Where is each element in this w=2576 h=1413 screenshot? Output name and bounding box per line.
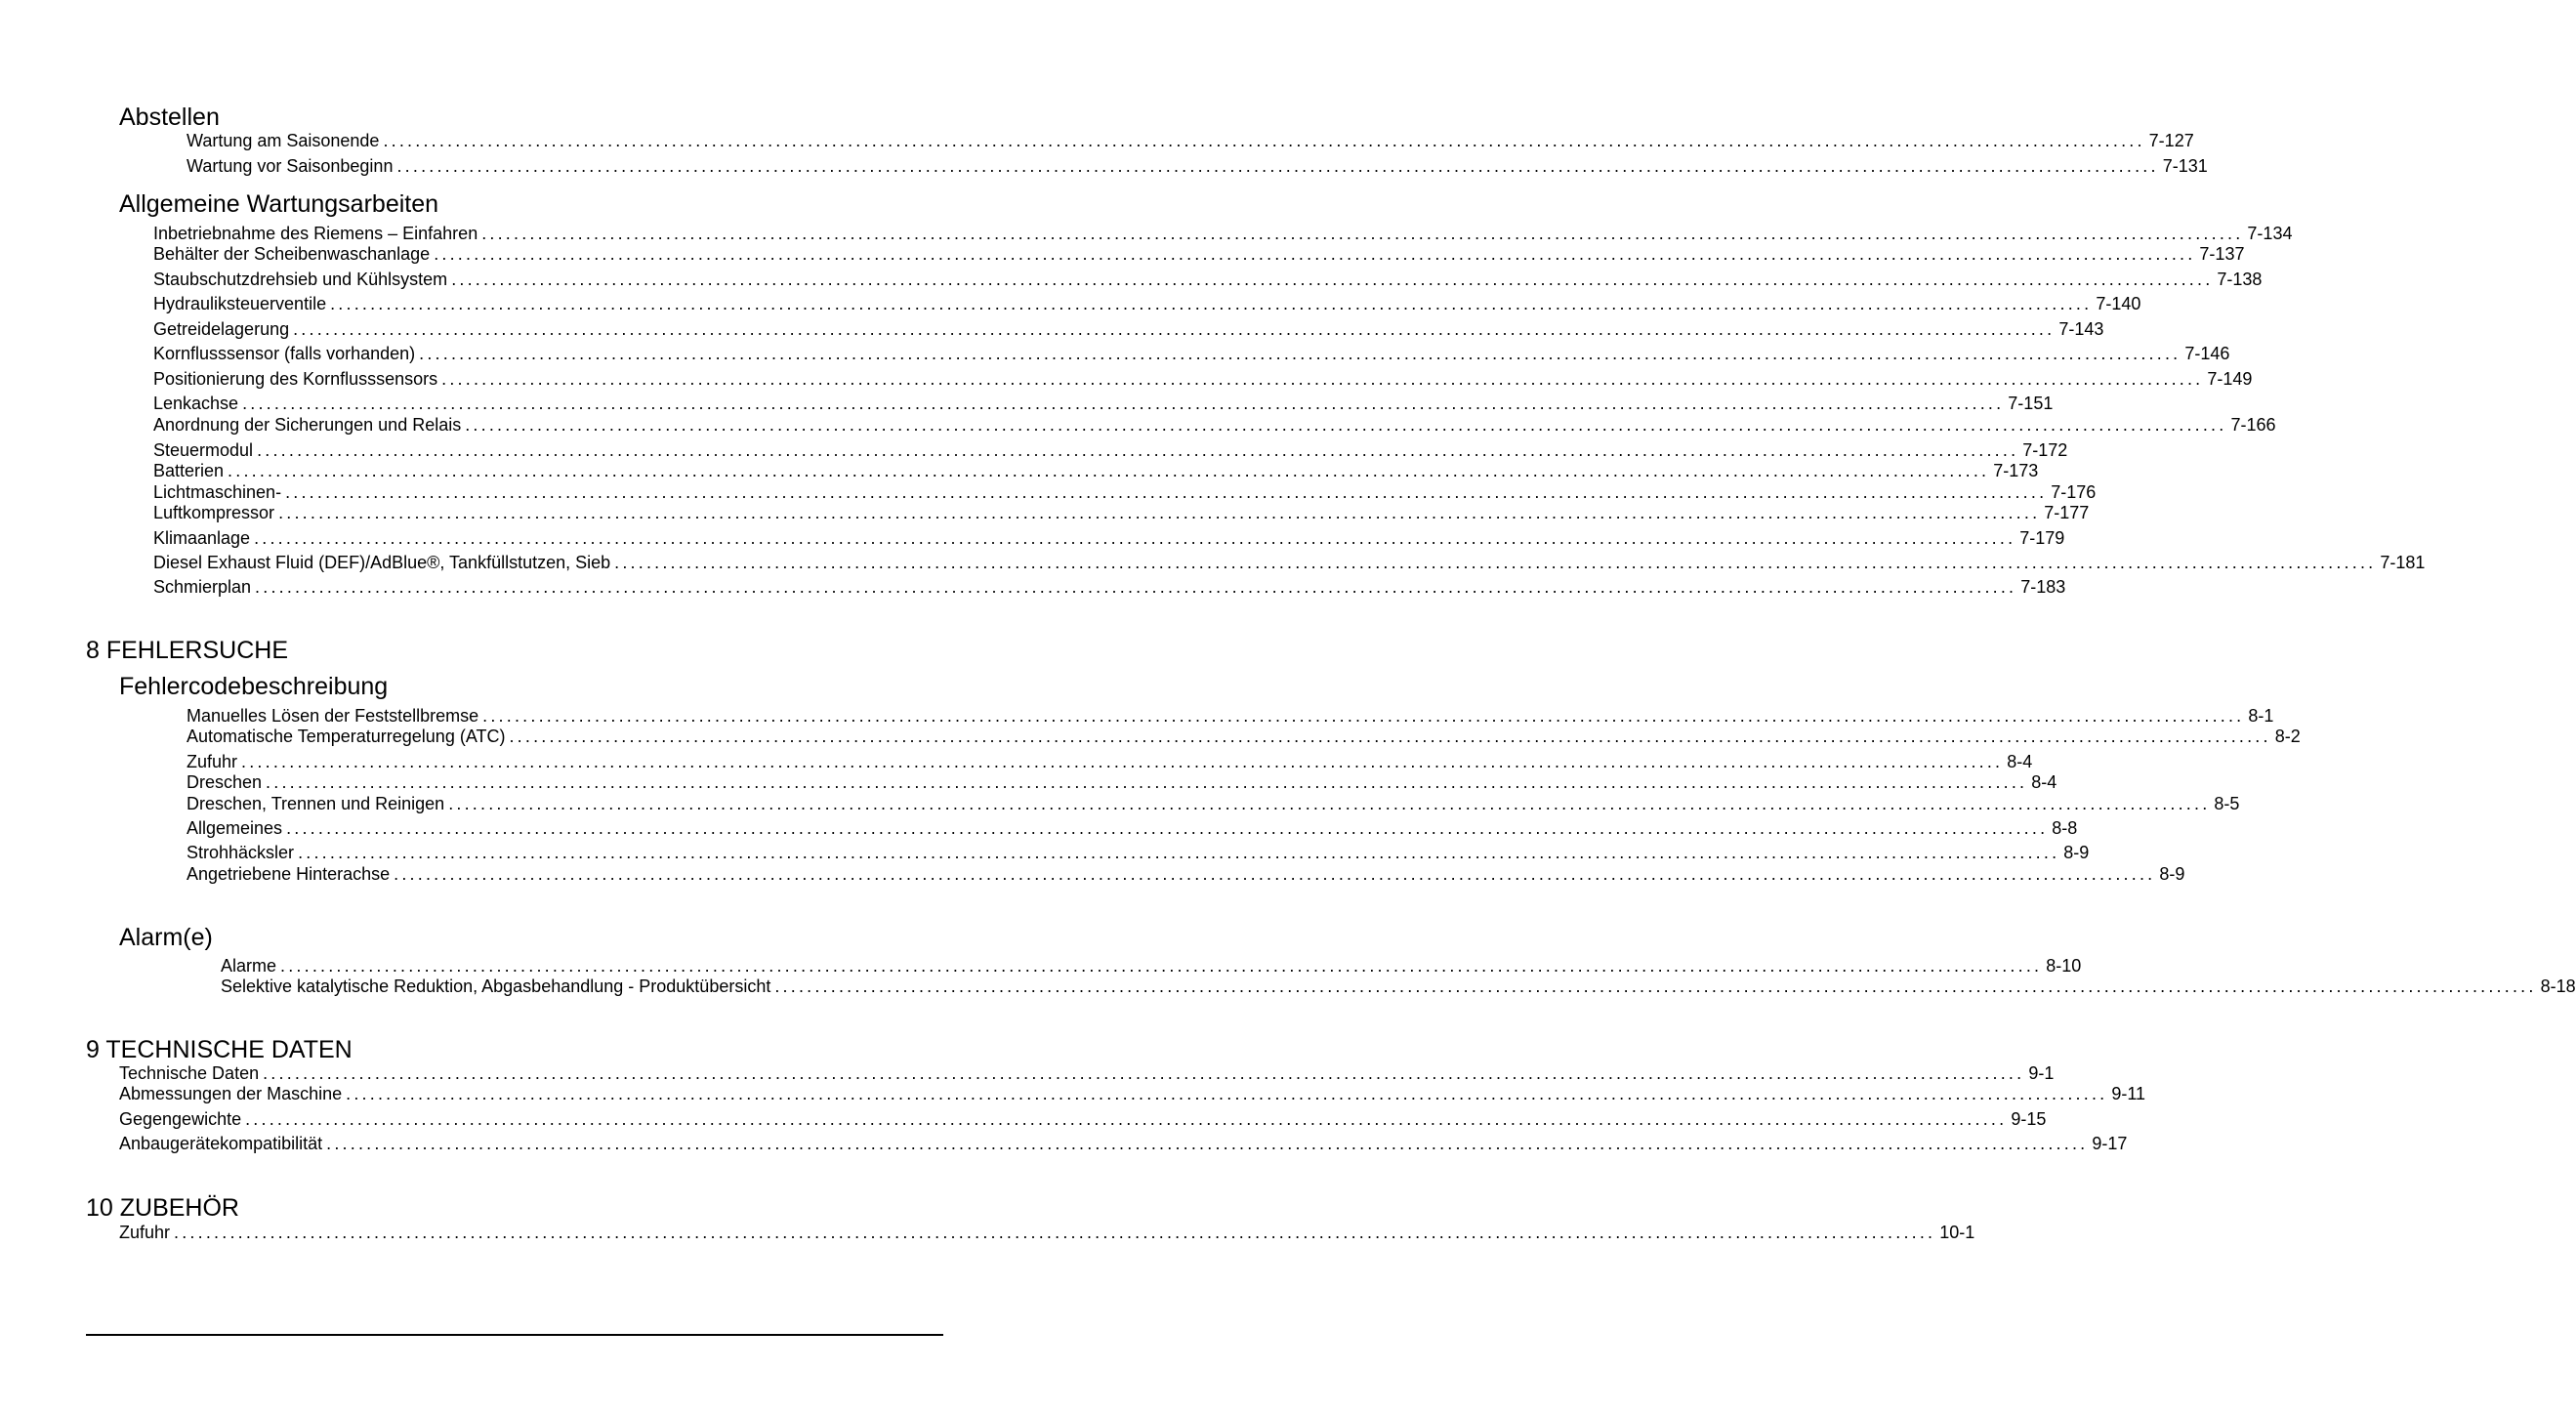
dot-leader: ............................................................................................................................................................................................................................ bbox=[326, 1134, 2089, 1153]
toc-entry-label: Angetriebene Hinterachse bbox=[187, 864, 391, 884]
chapter-title-10: 10 ZUBEHÖR bbox=[86, 1194, 239, 1222]
toc-entry-page: 7-151 bbox=[2008, 394, 2054, 413]
toc-entry-label: Lenkachse bbox=[153, 394, 239, 413]
dot-leader: ............................................................................................................................................................................................................................ bbox=[482, 706, 2245, 726]
toc-entry[interactable] bbox=[119, 1133, 2128, 1154]
toc-entry-label: Steuermodul bbox=[153, 440, 254, 460]
toc-entry[interactable] bbox=[221, 976, 2576, 997]
toc-entry[interactable] bbox=[119, 1083, 2146, 1104]
toc-entry-label: Klimaanlage bbox=[153, 528, 251, 548]
footer-rule bbox=[86, 1334, 943, 1336]
toc-entry-page: 7-181 bbox=[2380, 553, 2426, 572]
toc-entry[interactable] bbox=[221, 955, 2082, 977]
toc-entry-label: Anordnung der Sicherungen und Relais bbox=[153, 415, 462, 435]
toc-entry-page: 8-2 bbox=[2274, 727, 2301, 746]
toc-entry[interactable] bbox=[153, 368, 2253, 390]
toc-entry-label: Gegengewichte bbox=[119, 1109, 242, 1129]
toc-entry-label: Kornflusssensor (falls vorhanden) bbox=[153, 344, 416, 363]
toc-entry-page: 7-131 bbox=[2162, 156, 2208, 176]
toc-entry-page: 8-8 bbox=[2052, 818, 2078, 838]
toc-entry[interactable] bbox=[153, 293, 2141, 314]
toc-entry-label: Zufuhr bbox=[119, 1223, 171, 1242]
toc-entry-page: 8-5 bbox=[2214, 794, 2240, 813]
toc-entry[interactable] bbox=[187, 793, 2240, 814]
dot-leader: ............................................................................................................................................................................................................................ bbox=[241, 752, 2004, 771]
toc-entry-label: Wartung vor Saisonbeginn bbox=[187, 156, 394, 176]
toc-entry[interactable] bbox=[187, 726, 2301, 747]
toc-entry-page: 9-15 bbox=[2011, 1109, 2047, 1129]
toc-entry-label: Wartung am Saisonende bbox=[187, 131, 380, 150]
toc-entry-page: 7-179 bbox=[2019, 528, 2065, 548]
toc-entry-page: 9-1 bbox=[2028, 1063, 2055, 1083]
toc-entry-page: 7-173 bbox=[1993, 461, 2039, 480]
dot-leader: ............................................................................................................................................................................................................................ bbox=[242, 394, 2005, 413]
toc-entry-page: 7-140 bbox=[2096, 294, 2141, 313]
toc-entry-page: 9-11 bbox=[2111, 1084, 2146, 1103]
dot-leader: ............................................................................................................................................................................................................................ bbox=[481, 224, 2244, 243]
dot-leader: ............................................................................................................................................................................................................................ bbox=[285, 482, 2048, 502]
toc-entry-label: Anbaugerätekompatibilität bbox=[119, 1134, 323, 1153]
toc-entry-label: Positionierung des Kornflusssensors bbox=[153, 369, 438, 389]
section-title-fehlercodebeschreibung: Fehlercodebeschreibung bbox=[119, 673, 389, 700]
toc-entry-label: Allgemeines bbox=[187, 818, 283, 838]
chapter-title-8: 8 FEHLERSUCHE bbox=[86, 637, 288, 664]
toc-entry-page: 7-166 bbox=[2230, 415, 2276, 435]
toc-entry-page: 8-4 bbox=[2007, 752, 2033, 771]
toc-entry-label: Schmierplan bbox=[153, 577, 252, 597]
toc-entry-page: 7-143 bbox=[2058, 319, 2104, 339]
toc-entry[interactable] bbox=[153, 460, 2039, 481]
toc-entry-page: 7-172 bbox=[2022, 440, 2068, 460]
toc-entry-page: 8-9 bbox=[2063, 843, 2090, 862]
chapter-title-9: 9 TECHNISCHE DATEN bbox=[86, 1036, 353, 1063]
dot-leader: ............................................................................................................................................................................................................................ bbox=[434, 244, 2196, 264]
toc-entry-label: Behälter der Scheibenwaschanlage bbox=[153, 244, 431, 264]
toc-entry-label: Abmessungen der Maschine bbox=[119, 1084, 343, 1103]
toc-entry[interactable] bbox=[187, 751, 2033, 772]
dot-leader: ............................................................................................................................................................................................................................ bbox=[263, 1063, 2025, 1083]
dot-leader: ............................................................................................................................................................................................................................ bbox=[441, 369, 2204, 389]
dot-leader: ............................................................................................................................................................................................................................ bbox=[293, 319, 2056, 339]
toc-entry-page: 7-127 bbox=[2148, 131, 2194, 150]
toc-entry-label: Technische Daten bbox=[119, 1063, 260, 1083]
dot-leader: ............................................................................................................................................................................................................................ bbox=[228, 461, 1990, 480]
toc-entry[interactable] bbox=[119, 1108, 2047, 1130]
toc-entry-page: 7-134 bbox=[2247, 224, 2293, 243]
dot-leader: ............................................................................................................................................................................................................................ bbox=[465, 415, 2227, 435]
toc-entry[interactable] bbox=[153, 527, 2065, 549]
dot-leader: ............................................................................................................................................................................................................................ bbox=[255, 577, 2017, 597]
toc-entry[interactable] bbox=[153, 552, 2426, 573]
dot-leader: ............................................................................................................................................................................................................................ bbox=[509, 727, 2271, 746]
toc-entry-label: Strohhäcksler bbox=[187, 843, 295, 862]
toc-entry[interactable] bbox=[153, 223, 2293, 244]
dot-leader: ............................................................................................................................................................................................................................ bbox=[257, 440, 2019, 460]
dot-leader: ............................................................................................................................................................................................................................ bbox=[286, 818, 2049, 838]
toc-entry-page: 7-176 bbox=[2051, 482, 2097, 502]
toc-entry-page: 8-10 bbox=[2046, 956, 2082, 976]
toc-entry-label: Selektive katalytische Reduktion, Abgasbehandlung - Produktübersicht bbox=[221, 977, 771, 996]
toc-entry[interactable] bbox=[187, 130, 2194, 151]
toc-entry[interactable] bbox=[187, 705, 2274, 727]
toc-entry[interactable] bbox=[187, 863, 2185, 885]
toc-entry[interactable] bbox=[153, 481, 2097, 503]
dot-leader: ............................................................................................................................................................................................................................ bbox=[394, 864, 2156, 884]
dot-leader: ............................................................................................................................................................................................................................ bbox=[245, 1109, 2008, 1129]
toc-entry-page: 7-138 bbox=[2217, 270, 2263, 289]
dot-leader: ............................................................................................................................................................................................................................ bbox=[448, 794, 2211, 813]
toc-entry[interactable] bbox=[153, 318, 2104, 340]
toc-entry[interactable] bbox=[187, 842, 2090, 863]
section-title-alarme: Alarm(e) bbox=[119, 924, 213, 951]
toc-entry-label: Manuelles Lösen der Feststellbremse bbox=[187, 706, 479, 726]
dot-leader: ............................................................................................................................................................................................................................ bbox=[383, 131, 2145, 150]
toc-entry-label: Alarme bbox=[221, 956, 277, 976]
toc-entry-page: 7-149 bbox=[2207, 369, 2253, 389]
dot-leader: ............................................................................................................................................................................................................................ bbox=[254, 528, 2016, 548]
toc-entry-page: 7-146 bbox=[2184, 344, 2230, 363]
toc-entry-page: 7-137 bbox=[2199, 244, 2245, 264]
dot-leader: ............................................................................................................................................................................................................................ bbox=[451, 270, 2214, 289]
toc-entry-label: Lichtmaschinen- bbox=[153, 482, 282, 502]
section-title-allgemeine-wartungsarbeiten: Allgemeine Wartungsarbeiten bbox=[119, 190, 439, 218]
section-title-abstellen: Abstellen bbox=[119, 104, 220, 131]
dot-leader: ............................................................................................................................................................................................................................ bbox=[174, 1223, 1936, 1242]
toc-entry-label: Dreschen bbox=[187, 772, 263, 792]
toc-entry-label: Zufuhr bbox=[187, 752, 238, 771]
toc-entry[interactable] bbox=[153, 414, 2276, 436]
dot-leader: ............................................................................................................................................................................................................................ bbox=[278, 503, 2041, 522]
toc-entry-label: Luftkompressor bbox=[153, 503, 275, 522]
dot-leader: ............................................................................................................................................................................................................................ bbox=[419, 344, 2181, 363]
toc-entry[interactable] bbox=[153, 343, 2230, 364]
toc-entry[interactable] bbox=[153, 243, 2245, 265]
toc-entry-page: 9-17 bbox=[2092, 1134, 2128, 1153]
toc-entry[interactable] bbox=[153, 269, 2263, 290]
toc-entry-label: Inbetriebnahme des Riemens – Einfahren bbox=[153, 224, 478, 243]
toc-entry-label: Staubschutzdrehsieb und Kühlsystem bbox=[153, 270, 448, 289]
dot-leader: ............................................................................................................................................................................................................................ bbox=[774, 977, 2537, 996]
toc-entry[interactable] bbox=[187, 155, 2208, 177]
toc-entry[interactable] bbox=[153, 502, 2090, 523]
toc-entry[interactable] bbox=[153, 576, 2066, 598]
dot-leader: ............................................................................................................................................................................................................................ bbox=[330, 294, 2093, 313]
toc-entry-page: 8-4 bbox=[2031, 772, 2057, 792]
toc-entry-label: Getreidelagerung bbox=[153, 319, 290, 339]
toc-entry-label: Hydrauliksteuerventile bbox=[153, 294, 327, 313]
toc-entry-page: 8-1 bbox=[2248, 706, 2274, 726]
toc-entry-label: Automatische Temperaturregelung (ATC) bbox=[187, 727, 506, 746]
dot-leader: ............................................................................................................................................................................................................................ bbox=[280, 956, 2043, 976]
toc-entry-label: Dreschen, Trennen und Reinigen bbox=[187, 794, 445, 813]
dot-leader: ............................................................................................................................................................................................................................ bbox=[396, 156, 2159, 176]
toc-entry[interactable] bbox=[153, 393, 2054, 414]
dot-leader: ............................................................................................................................................................................................................................ bbox=[266, 772, 2028, 792]
toc-entry-label: Batterien bbox=[153, 461, 225, 480]
dot-leader: ............................................................................................................................................................................................................................ bbox=[614, 553, 2377, 572]
toc-entry-label: Diesel Exhaust Fluid (DEF)/AdBlue®, Tankfüllstutzen, Sieb bbox=[153, 553, 611, 572]
toc-entry-page: 8-18 bbox=[2540, 977, 2576, 996]
toc-entry-page: 7-183 bbox=[2020, 577, 2066, 597]
toc-entry[interactable] bbox=[187, 817, 2078, 839]
toc-entry[interactable] bbox=[153, 439, 2068, 461]
toc-entry-page: 10-1 bbox=[1939, 1223, 1975, 1242]
toc-entry-page: 8-9 bbox=[2159, 864, 2185, 884]
dot-leader: ............................................................................................................................................................................................................................ bbox=[346, 1084, 2108, 1103]
toc-entry[interactable] bbox=[119, 1062, 2055, 1084]
dot-leader: ............................................................................................................................................................................................................................ bbox=[298, 843, 2060, 862]
toc-entry[interactable] bbox=[187, 771, 2057, 793]
toc-entry-page: 7-177 bbox=[2044, 503, 2090, 522]
toc-entry[interactable] bbox=[119, 1222, 1975, 1243]
